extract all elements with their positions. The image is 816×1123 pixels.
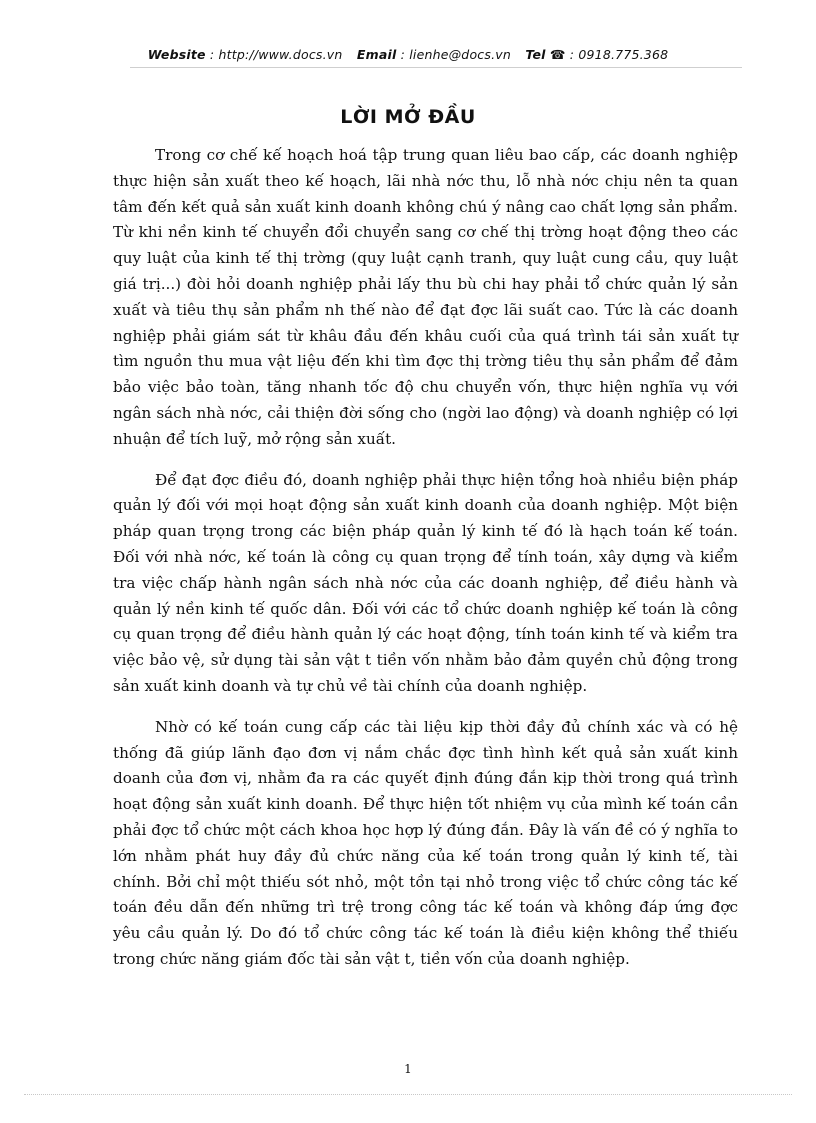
page-title: LỜI MỞ ĐẦU [340, 106, 476, 128]
phone-icon: ☎ [549, 47, 566, 62]
paragraph-2: Để đạt đợc điều đó, doanh nghiệp phải thực hiện tổng hoà nhiều biện pháp quản lý đối với mọi hoạt động sản xuất kinh doanh của doanh nghiệp. Một biện pháp quan trọng trong các biện pháp quản lý kinh tế đó là hạch toán kế toán. Đối với nhà nớc, kế toán là công cụ quan trọng để tính toán, xây dựng và kiểm tra việc chấp hành ngân sách nhà nớc của các doanh nghiệp, để điều hành và quản lý nền kinh tế quốc dân. Đối với các tổ chức doanh nghiệp kế toán là công cụ quan trọng để điều hành quản lý các hoạt động, tính toán kinh tế và kiểm tra việc bảo vệ, sử dụng tài sản vật t tiền vốn nhằm bảo đảm quyền chủ động trong sản xuất kinh doanh và tự chủ về tài chính của doanh nghiệp. [113, 470, 738, 695]
page-header [0, 47, 816, 62]
page-number: 1 [404, 1062, 412, 1076]
header-divider [130, 67, 742, 68]
paragraph-3: Nhờ có kế toán cung cấp các tài liệu kịp thời đầy đủ chính xác và có hệ thống đã giúp lãnh đạo đơn vị nắm chắc đợc tình hình kết quả sản xuất kinh doanh của đơn vị, nhằm đa ra các quyết định đúng đắn kịp thời trong quá trình hoạt động sản xuất kinh doanh. Để thực hiện tốt nhiệm vụ của mình kế toán cần phải đợc tổ chức một cách khoa học hợp lý đúng đắn. Đây là vấn đề có ý nghĩa to lớn nhằm phát huy đầy đủ chức năng của kế toán trong quản lý kinh tế, tài chính. Bởi chỉ một thiếu sót nhỏ, một tồn tại nhỏ trong việc tổ chức công tác kế toán đều dẫn đến những trì trệ trong công tác kế toán và không đáp ứng đợc yêu cầu quản lý. Do đó tổ chức công tác kế toán là điều kiện không thể thiếu trong chức năng giám đốc tài sản vật t, tiền vốn của doanh nghiệp. [113, 717, 738, 968]
document-body [113, 143, 738, 988]
paragraph-1: Trong cơ chế kế hoạch hoá tập trung quan liêu bao cấp, các doanh nghiệp thực hiện sản xuất theo kế hoạch, lãi nhà nớc thu, lỗ nhà nớc chịu nên ta quan tâm đến kết quả sản xuất kinh doanh không chú ý nâng cao chất lợng sản phẩm. Từ khi nền kinh tế chuyển đổi chuyển sang cơ chế thị trờng hoạt động theo các quy luật của kinh tế thị trờng (quy luật cạnh tranh, quy luật cung cầu, quy luật giá trị...) đòi hỏi doanh nghiệp phải lấy thu bù chi hay phải tổ chức quản lý sản xuất và tiêu thụ sản phẩm nh thế nào để đạt đợc lãi suất cao. Tức là các doanh nghiệp phải giám sát từ khâu đầu đến khâu cuối của quá trình tái sản xuất tự tìm nguồn thu mua vật liệu đến khi tìm đợc thị trờng tiêu thụ sản phẩm để đảm bảo việc bảo toàn, tăng nhanh tốc độ chu chuyển vốn, thực hiện nghĩa vụ với ngân sách nhà nớc, cải thiện đời sống cho (ngời lao động) và doanh nghiệp có lợi nhuận để tích luỹ, mở rộng sản xuất. [113, 146, 738, 448]
website-label: Website [147, 47, 206, 62]
tel-label: Tel [525, 47, 546, 62]
website-value: : http://www.docs.vn [209, 47, 343, 62]
email-label: Email [356, 47, 397, 62]
footer-divider [24, 1094, 792, 1095]
tel-value: : 0918.775.368 [569, 47, 669, 62]
email-value: : lienhe@docs.vn [400, 47, 511, 62]
